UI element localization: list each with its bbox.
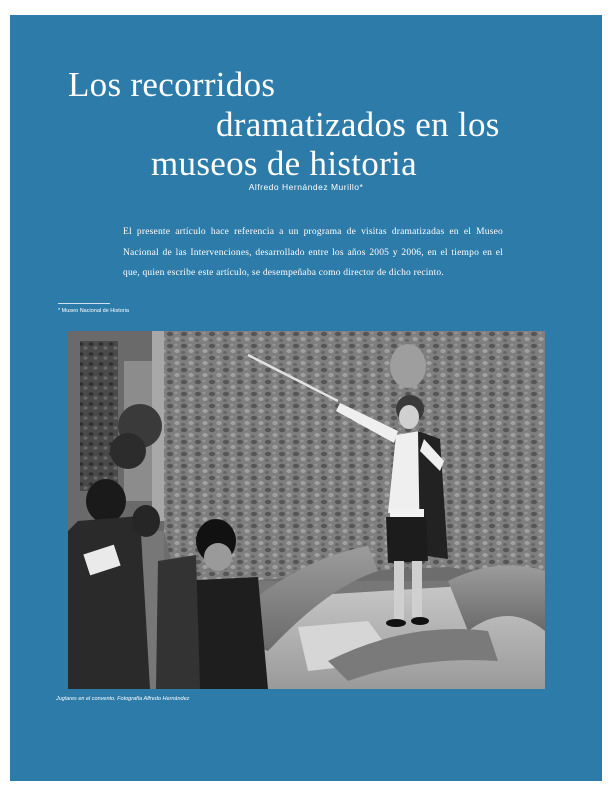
- article-photo: [68, 331, 545, 689]
- title-line-2: dramatizados en los: [216, 105, 500, 144]
- footnote: * Museo Nacional de Historia: [58, 308, 129, 314]
- photo-caption: Juglares en el convento. Fotografía Alfredo Hernández: [56, 696, 190, 702]
- footnote-rule: [58, 303, 110, 304]
- article-panel: [10, 15, 602, 781]
- article-abstract: El presente artículo hace referencia a un programa de visitas dramatizadas en el Museo Nacional de las Intervenciones, desarrollado entre los años 2005 y 2006, en el tiempo en el que, quien escribe este artículo, se desempeñaba como director de dicho recinto.: [123, 227, 503, 278]
- author-byline: Alfredo Hernández Murillo*: [248, 182, 364, 192]
- title-line-1: Los recorridos: [68, 65, 276, 104]
- title-line-3: museos de historia: [151, 144, 417, 183]
